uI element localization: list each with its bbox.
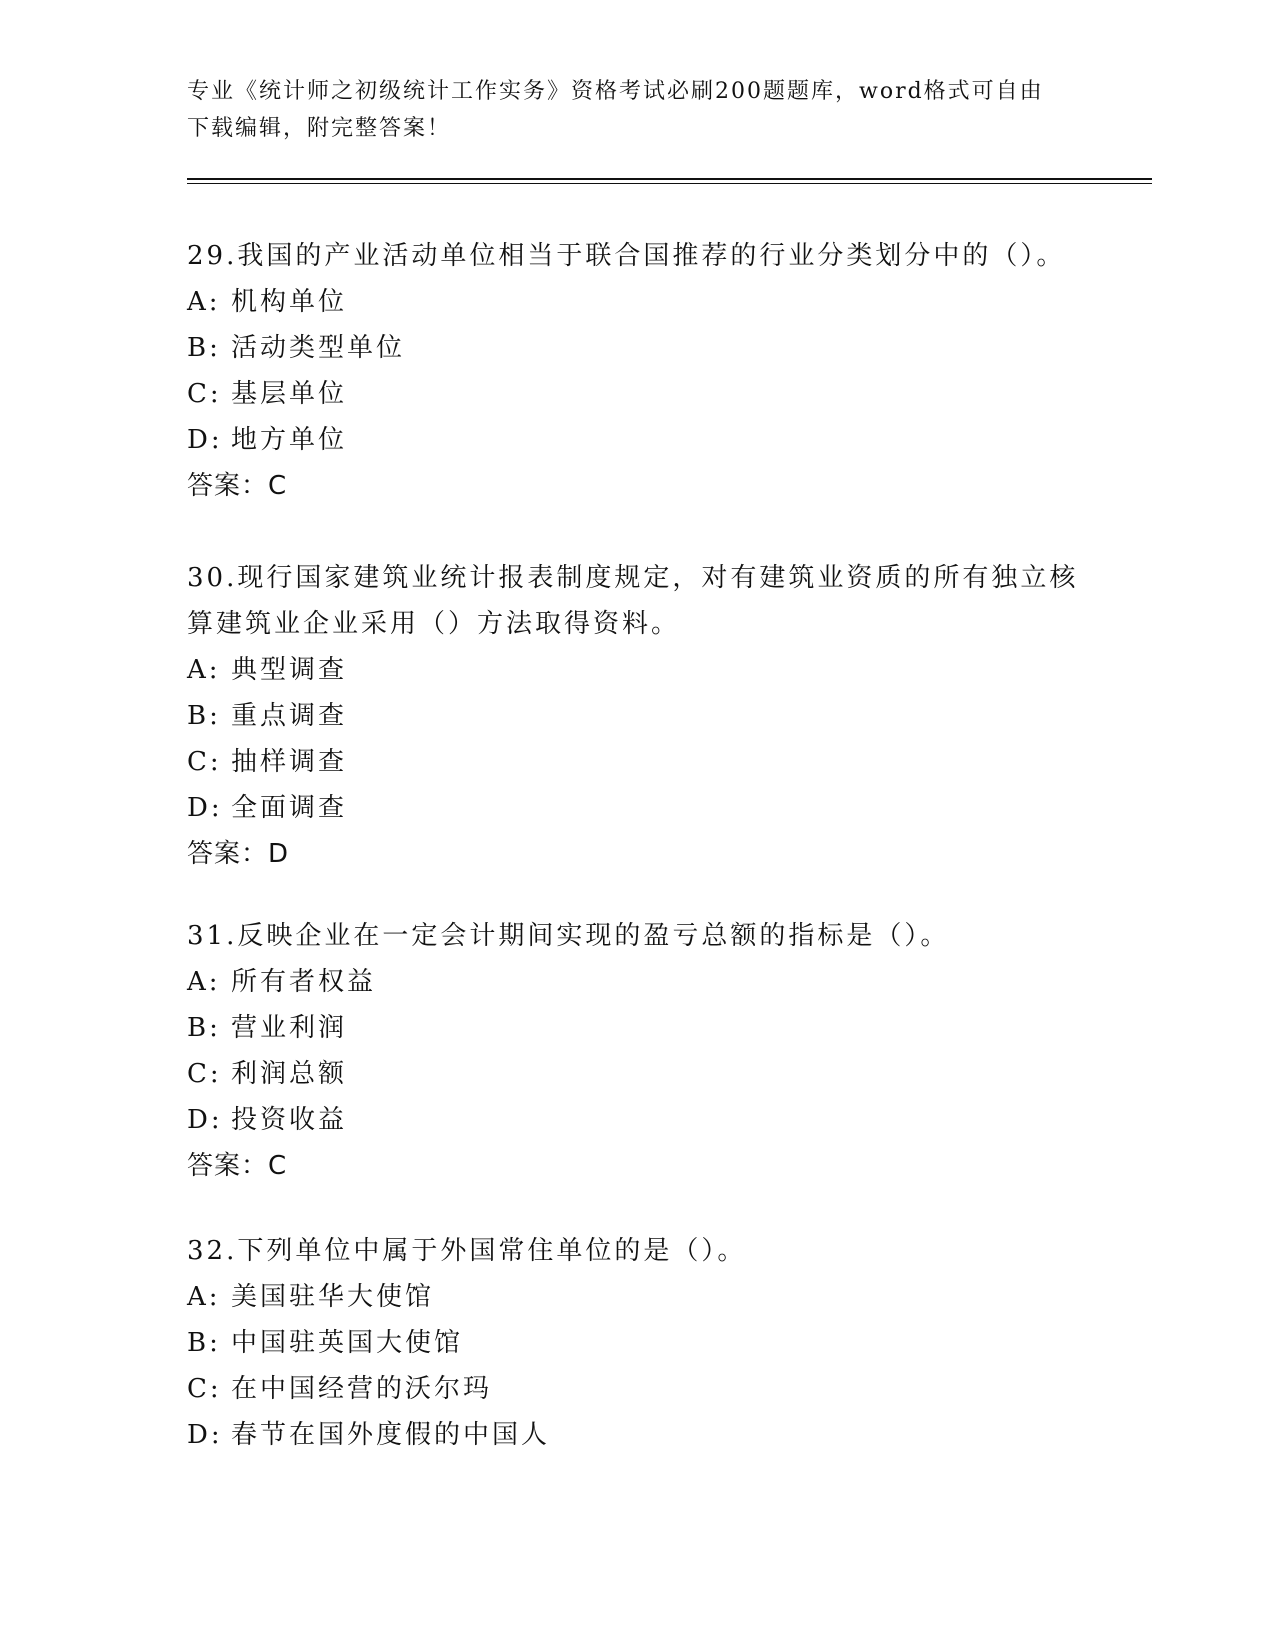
header-divider [187, 183, 1152, 184]
question-text: 算建筑业企业采用（）方法取得资料。 [187, 609, 681, 639]
option-d: D: 投资收益 [187, 1105, 348, 1135]
answer-text: 答案：C [187, 471, 288, 501]
option-a: A: 美国驻华大使馆 [187, 1282, 435, 1312]
option-a: A: 机构单位 [187, 287, 348, 317]
question-block [187, 555, 1087, 877]
option-b: B: 营业利润 [187, 1013, 348, 1043]
question-block [187, 913, 1087, 1189]
question-text: 31.反映企业在一定会计期间实现的盈亏总额的指标是（）。 [187, 921, 950, 951]
option-c: C: 在中国经营的沃尔玛 [187, 1374, 493, 1404]
question-text: 30.现行国家建筑业统计报表制度规定，对有建筑业资质的所有独立核 [187, 563, 1079, 593]
option-b: B: 活动类型单位 [187, 333, 406, 363]
option-c: C: 利润总额 [187, 1059, 348, 1089]
question-text: 29.我国的产业活动单位相当于联合国推荐的行业分类划分中的（）。 [187, 241, 1066, 271]
option-c: C: 基层单位 [187, 379, 348, 409]
header-line: 专业《统计师之初级统计工作实务》资格考试必刷200题题库，word格式可自由 [187, 79, 1044, 104]
answer-text: 答案：D [187, 839, 290, 869]
question-text: 32.下列单位中属于外国常住单位的是（）。 [187, 1236, 747, 1266]
document-header [187, 73, 1067, 147]
option-d: D: 春节在国外度假的中国人 [187, 1420, 551, 1450]
option-b: B: 重点调查 [187, 701, 348, 731]
option-d: D: 地方单位 [187, 425, 348, 455]
header-divider [187, 178, 1152, 180]
option-a: A: 所有者权益 [187, 967, 377, 997]
question-block [187, 1228, 1087, 1458]
answer-text: 答案：C [187, 1151, 288, 1181]
option-a: A: 典型调查 [187, 655, 348, 685]
question-block [187, 233, 1087, 509]
option-b: B: 中国驻英国大使馆 [187, 1328, 464, 1358]
header-line: 下载编辑，附完整答案！ [187, 116, 452, 141]
option-d: D: 全面调查 [187, 793, 348, 823]
option-c: C: 抽样调查 [187, 747, 348, 777]
